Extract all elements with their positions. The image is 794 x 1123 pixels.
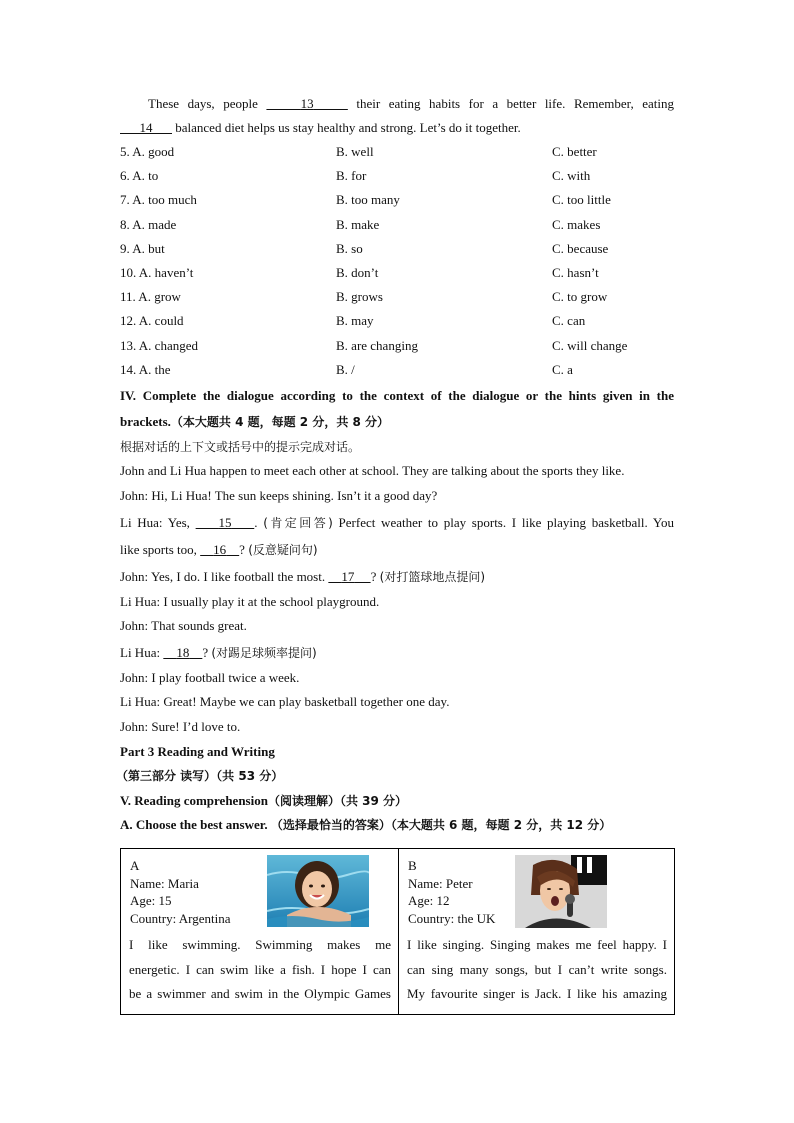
card-header xyxy=(130,857,231,927)
option-b[interactable]: B. for xyxy=(336,168,367,184)
blank-13[interactable] xyxy=(266,96,347,111)
option-b[interactable]: B. don’t xyxy=(336,264,379,280)
blank-16[interactable] xyxy=(200,542,239,557)
section-a-title xyxy=(120,813,674,838)
section-4-title-en: brackets. xyxy=(120,413,171,429)
blank-number: 16 xyxy=(213,541,227,557)
option-a[interactable]: 7. A. too much xyxy=(120,192,197,208)
dialogue-text: ? xyxy=(202,644,212,660)
dialogue-text: ? xyxy=(370,568,380,584)
passage-line-1 xyxy=(120,92,674,116)
dialogue-line: John: Sure! I’d love to. xyxy=(120,719,241,735)
option-row xyxy=(120,261,674,285)
card-age: Age: 12 xyxy=(408,893,450,908)
dialogue-line: John: I play football twice a week. xyxy=(120,669,300,685)
dialogue-line: John: That sounds great. xyxy=(120,618,247,634)
section-a-title-cn: （选择最恰当的答案）（本大题共 6 题，每题 2 分，共 12 分） xyxy=(270,818,612,833)
card-letter: A xyxy=(130,858,140,873)
option-row xyxy=(120,188,674,212)
swimmer-photo xyxy=(267,855,369,927)
option-b[interactable]: B. well xyxy=(336,144,374,159)
dialogue-text: . xyxy=(254,514,264,530)
option-b[interactable]: B. grows xyxy=(336,289,383,305)
card-body-line: I like singing. Singing makes me feel happy. I xyxy=(407,937,667,952)
section-4-title-cn: （本大题共 4 题，每题 2 分，共 8 分） xyxy=(170,414,390,429)
hint-text: (对踢足球频率提问) xyxy=(211,645,317,660)
card-name: Name: Peter xyxy=(408,875,473,891)
section-4-title-line-1: IV. Complete the dialogue according to the context of the dialogue or the hints given in the xyxy=(120,387,674,403)
card-body xyxy=(129,933,391,1007)
dialogue-text: like sports too, xyxy=(120,541,201,557)
option-a[interactable]: 13. A. changed xyxy=(120,337,198,353)
card-body-line: I like swimming. Swimming makes me xyxy=(129,937,391,952)
blank-number: 18 xyxy=(176,644,190,660)
exam-page xyxy=(116,92,675,838)
option-row xyxy=(120,237,674,261)
option-c[interactable]: C. too little xyxy=(552,192,611,208)
option-c[interactable]: C. because xyxy=(552,240,609,256)
passage-text: their eating habits for a better life. Remember, eating xyxy=(347,96,675,111)
option-row xyxy=(120,358,674,382)
option-a[interactable]: 6. A. to xyxy=(120,168,159,184)
option-c[interactable]: C. better xyxy=(552,144,597,159)
blank-number: 14 xyxy=(139,120,153,135)
dialogue-intro: John and Li Hua happen to meet each other at school. They are talking about the sports they like. xyxy=(120,463,625,479)
option-row xyxy=(120,334,674,358)
option-row xyxy=(120,213,674,237)
dialogue-text: Perfect weather to play sports. I like playing basketball. You xyxy=(332,514,674,530)
blank-17[interactable] xyxy=(328,569,370,584)
option-row xyxy=(120,140,674,164)
option-row xyxy=(120,285,674,309)
card-letter: B xyxy=(408,858,417,873)
dialogue-line: Li Hua: I usually play it at the school playground. xyxy=(120,593,380,609)
singer-photo xyxy=(515,855,607,928)
blank-number: 15 xyxy=(218,514,232,530)
card-country: Country: the UK xyxy=(408,910,496,926)
profile-card-b xyxy=(399,849,675,1015)
option-c[interactable]: C. with xyxy=(552,168,591,184)
card-body-line: can sing many songs, but I can’t write songs. xyxy=(407,961,667,977)
blank-number: 17 xyxy=(341,568,355,584)
passage-text: These days, people xyxy=(148,96,267,111)
options-list xyxy=(120,140,674,382)
option-b[interactable]: B. are changing xyxy=(336,337,418,353)
section-4-title-line-2 xyxy=(120,409,674,435)
card-header xyxy=(408,857,495,927)
option-b[interactable]: B. make xyxy=(336,216,380,232)
dialogue-line xyxy=(120,536,674,563)
dialogue-text: John: Yes, I do. I like football the most. xyxy=(120,568,329,584)
hint-text: (反意疑问句) xyxy=(248,542,318,557)
card-name: Name: Maria xyxy=(130,875,199,891)
dialogue-text: Li Hua: xyxy=(120,644,164,660)
dialogue-text: ? xyxy=(239,541,249,557)
option-a[interactable]: 9. A. but xyxy=(120,240,165,256)
option-a[interactable]: 12. A. could xyxy=(120,313,184,329)
option-c[interactable]: C. to grow xyxy=(552,289,608,305)
card-body-line: energetic. I can swim like a fish. I hope I can xyxy=(129,961,391,977)
section-5-title-en: V. Reading comprehension xyxy=(120,792,268,808)
card-body-line: be a swimmer and swim in the Olympic Games xyxy=(129,986,391,1001)
section-a-title-en: A. Choose the best answer. xyxy=(120,817,268,833)
card-country: Country: Argentina xyxy=(130,910,231,926)
dialogue-line: Li Hua: Great! Maybe we can play basketball together one day. xyxy=(120,694,450,710)
section-5-title xyxy=(120,789,674,814)
option-b[interactable]: B. / xyxy=(336,361,355,377)
card-age: Age: 15 xyxy=(130,893,172,908)
passage-text: balanced diet helps us stay healthy and strong. Let’s do it together. xyxy=(172,120,521,135)
card-body xyxy=(407,933,667,1007)
dialogue-line xyxy=(120,509,674,536)
option-c[interactable]: C. hasn’t xyxy=(552,264,599,280)
option-a[interactable]: 5. A. good xyxy=(120,144,175,159)
blank-15[interactable] xyxy=(196,515,255,530)
option-row xyxy=(120,309,674,333)
option-c[interactable]: C. makes xyxy=(552,216,601,232)
profile-card-a xyxy=(121,849,399,1015)
dialogue-line: John: Hi, Li Hua! The sun keeps shining. Isn’t it a good day? xyxy=(120,488,438,504)
option-row xyxy=(120,164,674,188)
option-c[interactable]: C. can xyxy=(552,313,586,329)
part-3-title: Part 3 Reading and Writing xyxy=(120,743,275,759)
option-a[interactable]: 14. A. the xyxy=(120,361,171,377)
section-5-title-cn: （阅读理解）（共 39 分） xyxy=(267,793,408,808)
option-b[interactable]: B. may xyxy=(336,313,374,329)
blank-number: 13 xyxy=(300,96,314,111)
option-b[interactable]: B. so xyxy=(336,240,363,256)
profile-cards-table xyxy=(120,848,675,1015)
option-a[interactable]: 8. A. made xyxy=(120,216,177,232)
passage-line-2 xyxy=(120,116,674,140)
dialogue-line xyxy=(120,639,674,666)
option-c[interactable]: C. will change xyxy=(552,337,628,353)
dialogue-line xyxy=(120,563,674,590)
option-b[interactable]: B. too many xyxy=(336,192,400,208)
option-a[interactable]: 10. A. haven’t xyxy=(120,264,194,280)
option-c[interactable]: C. a xyxy=(552,361,573,377)
blank-18[interactable] xyxy=(163,645,202,660)
card-body-line: My favourite singer is Jack. I like his amazing xyxy=(407,986,667,1001)
blank-14[interactable] xyxy=(120,120,172,135)
part-3-subtitle: （第三部分 读写）（共 53 分） xyxy=(116,769,284,784)
hint-text: (肯定回答) xyxy=(263,515,333,530)
hint-text: (对打篮球地点提问) xyxy=(379,569,486,584)
section-4-instruction: 根据对话的上下文或括号中的提示完成对话。 xyxy=(120,439,361,454)
dialogue-text: Li Hua: Yes, xyxy=(120,514,196,530)
option-a[interactable]: 11. A. grow xyxy=(120,289,181,305)
